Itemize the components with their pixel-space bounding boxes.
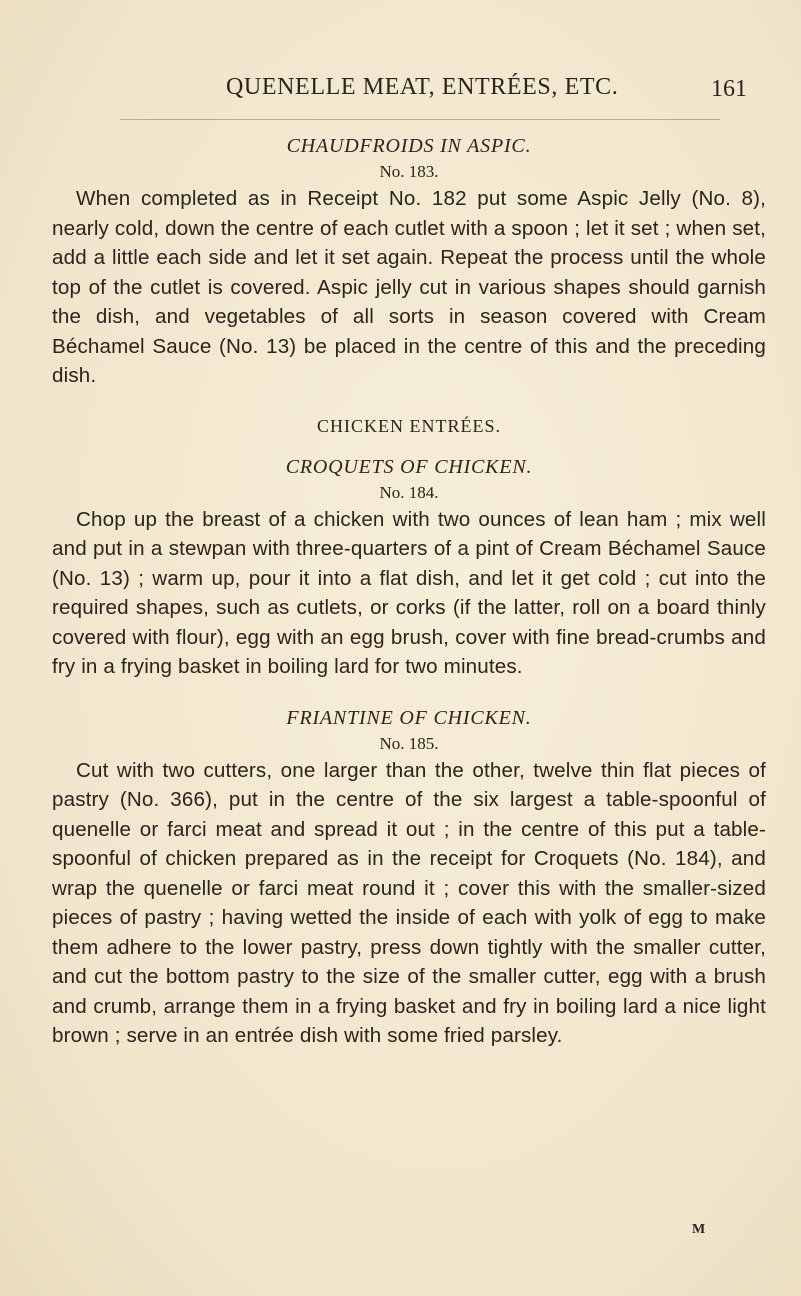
recipe-heading: FRIANTINE OF CHICKEN. — [286, 706, 532, 729]
page-number: 161 — [711, 76, 747, 102]
recipe-number: No. 184. — [379, 482, 439, 502]
page-body — [52, 132, 766, 1051]
running-head — [0, 72, 801, 112]
running-title: QUENELLE MEAT, ENTRÉES, ETC. — [226, 74, 619, 100]
signature-mark: M — [692, 1222, 707, 1237]
recipe-text: When completed as in Receipt No. 182 put some Aspic Jelly (No. 8), nearly cold, down the centre of each cutlet with a spoon ; let it set ; when set, add a little each side and let it set again. Repeat the process until the whole top of the cutlet is covered. Aspic jelly cut in various shapes should garnish the dish, and vegetables of all sorts in season covered with Cream Béchamel Sauce (No. 13) be placed in the centre of this and the preceding dish. — [52, 187, 766, 387]
header-rule — [120, 119, 720, 120]
recipe-heading: CROQUETS OF CHICKEN. — [285, 455, 533, 478]
recipe-text: Cut with two cutters, one larger than the other, twelve thin flat pieces of pastry (No. 366), put in the centre of the six largest a table-spoonful of quenelle or farci meat and spread it out ; in the centre of this put a table-spoonful of chicken prepared as in the receipt for Croquets (No. 184), and wrap the quenelle or farci meat round it ; cover this with the smaller-sized pieces of pastry ; having wetted the inside of each with yolk of egg to make them adhere to the lower pastry, press down tightly with the smaller cutter, and cut the bottom pastry to the size of the smaller cutter, egg with a brush and crumb, arrange them in a frying basket and fry in boiling lard a nice light brown ; serve in an entrée dish with some fried parsley. — [52, 758, 766, 1047]
recipe-text: Chop up the breast of a chicken with two ounces of lean ham ; mix well and put in a stewpan with three-quarters of a pint of Cream Béchamel Sauce (No. 13) ; warm up, pour it into a flat dish, and let it get cold ; cut into the required shapes, such as cutlets, or corks (if the latter, roll on a board thinly covered with flour), egg with an egg brush, cover with fine bread-crumbs and fry in a frying basket in boiling lard for two minutes. — [52, 507, 766, 678]
recipe-number: No. 185. — [379, 733, 439, 753]
recipe-number: No. 183. — [379, 162, 439, 181]
section-title: CHICKEN ENTRÉES. — [317, 415, 501, 436]
recipe-heading: CHAUDFROIDS IN ASPIC. — [286, 135, 532, 157]
